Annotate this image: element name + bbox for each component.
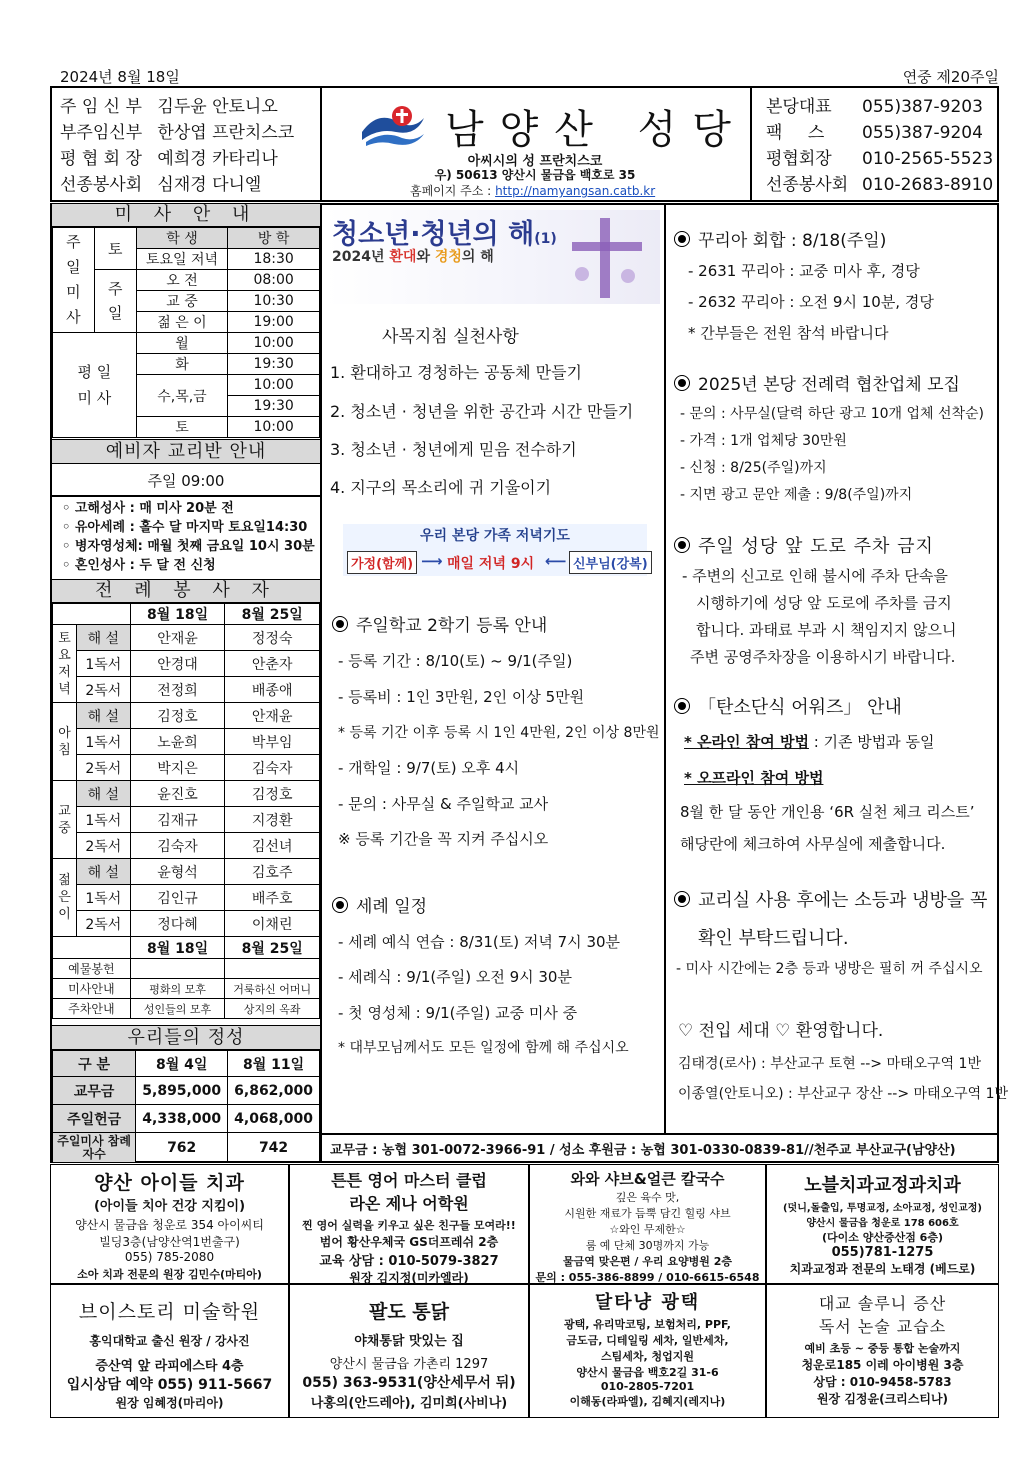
patron-saint: 아씨시의 성 프란치스코 xyxy=(467,154,603,169)
liturgical-week: 연중 제20주일 xyxy=(902,68,999,86)
role-cell: 1독서 xyxy=(76,807,130,833)
offering-value: 4,068,000 xyxy=(228,1105,320,1133)
weekday-mass-label: 평 일 미 사 xyxy=(53,333,137,438)
homepage-row xyxy=(410,182,655,199)
sacrament-list xyxy=(62,499,315,575)
ad-car-polish: 달타냥 광택 광택, 유리막코팅, 보험처리, PPF, 금도금, 디테일링 세차, 일반세차, 스팀세차, 청업지원 양산시 물금읍 백호2길 31-6 010-2805-7201 이해동(라파엘), 김혜지(레지나) xyxy=(529,1284,766,1418)
offering-table xyxy=(52,1050,320,1163)
curia-heading: 꾸리아 회합 : 8/18(주일) xyxy=(674,226,886,251)
sponsor-item: - 신청 : 8/25(주일)까지 xyxy=(680,460,827,476)
prayer-arrow-right: ⟶ xyxy=(421,552,443,570)
parking-line: 합니다. 과태료 부과 시 책임지지 않으니 xyxy=(696,621,957,639)
baptism-item: - 첫 영성체 : 9/1(주일) 교중 미사 중 xyxy=(338,1004,578,1022)
mass-cell: 월 xyxy=(136,333,228,354)
ad-art-academy: 브이스토리 미술학원 홍익대학교 출신 원장 / 강사진 증산역 앞 라피에스타 4층 입시상담 예약 055) 911-5667 원장 임혜정(마리아) xyxy=(50,1284,289,1418)
prayer-left: 가정(함께) xyxy=(347,551,417,574)
bullet-circle-icon xyxy=(674,231,690,247)
mass-cell: 화 xyxy=(136,354,228,375)
server-cell: 김정호 xyxy=(130,703,225,729)
offering-header: 구 분 xyxy=(53,1051,136,1077)
classroom-line: 확인 부탁드립니다. xyxy=(698,928,849,949)
sunday-school-item: - 등록 기간 : 8/10(토) ~ 9/1(주일) xyxy=(338,652,573,670)
role-cell: 1독서 xyxy=(76,729,130,755)
role-cell: 2독서 xyxy=(76,677,130,703)
sacrament-item: ◦ 고해성사 : 매 미사 20분 전 xyxy=(62,501,234,516)
sunday-label: 주 일 xyxy=(94,270,136,333)
sunday-school-heading: 주일학교 2학기 등록 안내 xyxy=(332,611,547,636)
parish-logo xyxy=(358,100,428,148)
role-cell: 해 설 xyxy=(76,859,130,885)
server-cell: 이채린 xyxy=(225,911,320,937)
contact-row: 선종봉사회 010-2683-8910 xyxy=(766,175,994,195)
prayer-title: 우리 본당 가족 저녁기도 xyxy=(420,528,570,544)
mass-cell: 18:30 xyxy=(228,249,320,270)
parish-address: 우) 50613 양산시 물금읍 백호로 35 xyxy=(434,168,636,182)
offering-label: 교무금 xyxy=(53,1077,136,1105)
catechumen-time: 주일 09:00 xyxy=(147,472,225,490)
role-cell: 미사안내 xyxy=(53,979,131,999)
role-cell: 1독서 xyxy=(76,885,130,911)
sponsor-item: - 지면 광고 문안 제출 : 9/8(주일)까지 xyxy=(680,487,913,503)
server-cell: 지경환 xyxy=(225,807,320,833)
role-cell: 2독서 xyxy=(76,755,130,781)
mass-cell: 오 전 xyxy=(136,270,228,291)
contact-row: 평협회장 010-2565-5523 xyxy=(766,149,994,169)
saturday-label: 토 xyxy=(94,228,136,270)
server-cell: 박부임 xyxy=(225,729,320,755)
mass-cell: 10:00 xyxy=(228,417,320,438)
bullet-circle-icon xyxy=(332,897,348,913)
role-cell: 1독서 xyxy=(76,651,130,677)
bullet-circle-icon xyxy=(332,616,348,632)
issue-date: 2024년 8월 18일 xyxy=(60,68,180,86)
prayer-banner xyxy=(343,524,647,576)
mass-cell: 08:00 xyxy=(228,270,320,291)
server-cell: 노윤희 xyxy=(130,729,225,755)
server-cell: 김재규 xyxy=(130,807,225,833)
offering-header: 8월 11일 xyxy=(228,1051,320,1077)
server-cell: 배종애 xyxy=(225,677,320,703)
ad-dental-kids: 양산 아이들 치과 (아이들 치아 건강 지킴이) 양산시 물금읍 청운로 354 아이씨티 빌딩3층(남양산역1번출구) 055) 785-2080 소아 치과 전문의 원장 김민수(마티아) xyxy=(50,1164,289,1284)
sponsor-heading: 2025년 본당 전례력 협찬업체 모집 xyxy=(674,370,960,395)
offering-heading: 우리들의 정성 xyxy=(52,1025,320,1050)
sacrament-item: ◦ 병자영성체: 매월 첫째 금요일 10시 30분 xyxy=(62,539,315,554)
server-cell: 박지은 xyxy=(130,755,225,781)
mass-cell: 교 중 xyxy=(136,291,228,312)
offering-label: 주일헌금 xyxy=(53,1105,136,1133)
group-label: 토 요 저 녁 xyxy=(53,625,77,703)
banner-subtitle: 2024년 환대와 경청의 해 xyxy=(332,249,494,265)
offering-label: 주일미사 참례자수 xyxy=(53,1133,136,1163)
bullet-circle-icon xyxy=(674,698,690,714)
clergy-row: 주 임 신 부 김두윤 안토니오 xyxy=(60,97,278,117)
curia-item: - 2632 꾸리아 : 오전 9시 10분, 경당 xyxy=(688,293,934,311)
offering-value: 762 xyxy=(136,1133,228,1163)
mass-cell: 학 생 xyxy=(136,228,228,249)
baptism-item: - 세례식 : 9/1(주일) 오전 9시 30분 xyxy=(338,968,572,986)
carbon-heading: 「탄소단식 어워즈」 안내 xyxy=(674,693,902,719)
clergy-row: 부주임신부 한상엽 프란치스코 xyxy=(60,123,295,143)
sunday-mass-label: 주 일 미 사 xyxy=(53,228,95,333)
carbon-line: 해당란에 체크하여 사무실에 제출합니다. xyxy=(680,835,946,853)
carbon-offline: * 오프라인 참여 방법 xyxy=(684,769,824,787)
mass-cell: 10:00 xyxy=(228,333,320,354)
mass-cell: 10:30 xyxy=(228,291,320,312)
mass-cell: 토 xyxy=(136,417,228,438)
sacrament-item: ◦ 유아세례 : 홀수 달 마지막 토요일14:30 xyxy=(62,520,308,535)
liturgy-table xyxy=(52,603,320,1019)
server-cell: 윤형석 xyxy=(130,859,225,885)
role-cell: 해 설 xyxy=(76,625,130,651)
server-cell: 김호주 xyxy=(225,859,320,885)
mass-cell: 수,목,금 xyxy=(136,375,228,417)
server-cell: 김숙자 xyxy=(225,755,320,781)
clergy-list xyxy=(60,94,294,198)
ad-english-academy: 튼튼 영어 마스터 클럽 라온 제나 어학원 찐 영어 실력을 키우고 싶은 친구들 모여라!! 범어 황산우체국 GS더프레쉬 2층 교육 상담 : 010-5079-3827 원장 김지정(미카엘라) xyxy=(289,1164,529,1284)
pastoral-item: 2. 청소년 · 청년을 위한 공간과 시간 만들기 xyxy=(330,402,634,421)
server-cell: 거룩하신 어머니 xyxy=(225,979,320,999)
mass-cell: 19:30 xyxy=(228,354,320,375)
parish-name: 남양산 성당 xyxy=(445,107,747,153)
curia-item: * 간부들은 전원 참석 바랍니다 xyxy=(688,324,889,342)
clergy-row: 선종봉사회 심재경 다니엘 xyxy=(60,175,262,195)
banner-title: 청소년·청년의 해(1) xyxy=(332,219,557,250)
mass-cell: 10:00 xyxy=(228,375,320,396)
bullet-circle-icon xyxy=(674,891,690,907)
parking-heading: 주일 성당 앞 도로 주차 금지 xyxy=(674,532,934,558)
offering-value: 5,895,000 xyxy=(136,1077,228,1105)
date-header: 8월 25일 xyxy=(225,604,320,625)
sponsor-item: - 가격 : 1개 업체당 30만원 xyxy=(680,433,847,449)
youth-year-banner xyxy=(326,210,660,304)
sponsor-item: - 문의 : 사무실(달력 하단 광고 10개 업체 선착순) xyxy=(680,406,985,422)
carbon-online: * 온라인 참여 방법 : 기존 방법과 동일 xyxy=(684,733,935,751)
newcomer-item: 이종열(안토니오) : 부산교구 장산 --> 마태오구역 1반 xyxy=(678,1086,1009,1102)
parking-line: - 주변의 신고로 인해 불시에 주차 단속을 xyxy=(682,567,948,585)
server-cell: 윤진호 xyxy=(130,781,225,807)
mass-cell: 19:00 xyxy=(228,312,320,333)
ad-chicken: 팔도 통닭 야채통닭 맛있는 집 양산시 물금읍 가촌리 1297 055) 363-9531(양산세무서 뒤) 나홍의(안드레아), 김미희(사비나) xyxy=(289,1284,529,1418)
date-header: 8월 18일 xyxy=(130,604,225,625)
server-cell: 안춘자 xyxy=(225,651,320,677)
role-cell: 해 설 xyxy=(76,781,130,807)
server-cell: 성인들의 모후 xyxy=(130,999,225,1019)
sunday-school-item: - 개학일 : 9/7(토) 오후 4시 xyxy=(338,759,520,777)
mass-table xyxy=(52,227,320,438)
date-header: 8월 25일 xyxy=(225,937,320,959)
mass-heading: 미 사 안 내 xyxy=(52,203,320,227)
date-header: 8월 18일 xyxy=(130,937,225,959)
liturgy-heading: 전 례 봉 사 자 xyxy=(52,579,320,603)
newcomers-heading: ♡ 전입 세대 ♡ 환영합니다. xyxy=(678,1021,884,1041)
pastoral-item: 3. 청소년 · 청년에게 믿음 전수하기 xyxy=(330,440,577,459)
contact-row: 팩 스 055)387-9204 xyxy=(766,123,983,143)
offering-value: 6,862,000 xyxy=(228,1077,320,1105)
sacrament-item: ◦ 혼인성사 : 두 달 전 신청 xyxy=(62,558,216,573)
bullet-circle-icon xyxy=(674,537,690,553)
carbon-line: 8월 한 달 동안 개인용 ‘6R 실천 체크 리스트’ xyxy=(680,803,975,821)
offering-value: 4,338,000 xyxy=(136,1105,228,1133)
account-info: 교무금 : 농협 301-0072-3966-91 / 성소 후원금 : 농협 301-0330-0839-81//천주교 부산교구(남양산) xyxy=(330,1143,956,1158)
sunday-school-item: - 문의 : 사무실 & 주일학교 교사 xyxy=(338,795,549,813)
group-label: 젊 은 이 xyxy=(53,859,77,937)
parking-line: 주변 공영주차장을 이용하시기 바랍니다. xyxy=(690,648,956,666)
server-cell: 김선녀 xyxy=(225,833,320,859)
pastoral-heading: 사목지침 실천사항 xyxy=(382,327,519,347)
classroom-note: - 미사 시간에는 2층 등과 냉방은 필히 꺼 주십시오 xyxy=(676,961,983,977)
cross-illustration xyxy=(558,214,658,302)
pastoral-item: 1. 환대하고 경청하는 공동체 만들기 xyxy=(330,363,582,382)
ad-orthodontics: 노블치과교정과치과 (덧니,돌출입, 투명교정, 소아교정, 성인교정) 양산시 물금읍 청운로 178 606호 (다이소 양산증산점 6층) 055)781-1275 치과교정과 전문의 노태경 (베드로) xyxy=(766,1164,999,1284)
group-label: 교 중 xyxy=(53,781,77,859)
bullet-circle-icon xyxy=(674,375,690,391)
homepage-link[interactable]: http://namyangsan.catb.kr xyxy=(495,184,656,198)
role-cell: 주차안내 xyxy=(53,999,131,1019)
server-cell: 김인규 xyxy=(130,885,225,911)
server-cell: 김숙자 xyxy=(130,833,225,859)
mass-cell: 방 학 xyxy=(228,228,320,249)
group-label: 아 침 xyxy=(53,703,77,781)
clergy-row: 평 협 회 장 예희경 카타리나 xyxy=(60,149,278,169)
mass-cell: 토요일 저녁 xyxy=(136,249,228,270)
server-cell: 안경대 xyxy=(130,651,225,677)
role-cell: 해 설 xyxy=(76,703,130,729)
server-cell xyxy=(225,959,320,979)
server-cell: 전정희 xyxy=(130,677,225,703)
server-cell: 김정호 xyxy=(225,781,320,807)
mass-cell: 19:30 xyxy=(228,396,320,417)
offering-header: 8월 4일 xyxy=(136,1051,228,1077)
classroom-heading: 교리실 사용 후에는 소등과 냉방을 꼭 xyxy=(674,886,987,912)
ad-essay-tutoring: 대교 솔루니 증산 독서 논술 교습소 예비 초등 ~ 중등 통합 논술까지 청운로185 이레 아이병원 3층 상담 : 010-9458-5783 원장 김정윤(크리스티나) xyxy=(766,1284,999,1418)
prayer-center: 매일 저녁 9시 xyxy=(447,556,535,572)
server-cell: 안재윤 xyxy=(130,625,225,651)
prayer-right: 신부님(강복) xyxy=(569,551,652,574)
prayer-arrow-left: ⟵ xyxy=(545,552,567,570)
baptism-item: * 대부모님께서도 모든 일정에 함께 해 주십시오 xyxy=(338,1040,629,1056)
server-cell: 정다혜 xyxy=(130,911,225,937)
server-cell: 안재윤 xyxy=(225,703,320,729)
server-cell: 상지의 옥좌 xyxy=(225,999,320,1019)
sunday-school-item: * 등록 기간 이후 등록 시 1인 4만원, 2인 이상 8만원 xyxy=(338,725,660,741)
homepage-label: 홈페이지 주소 : xyxy=(410,184,492,198)
pastoral-item: 4. 지구의 목소리에 귀 기울이기 xyxy=(330,478,552,497)
server-cell xyxy=(130,959,225,979)
parking-line: 시행하기에 성당 앞 도로에 주차를 금지 xyxy=(696,594,952,612)
catechumen-heading: 예비자 교리반 안내 xyxy=(52,439,320,464)
baptism-item: - 세례 예식 연습 : 8/31(토) 저녁 7시 30분 xyxy=(338,933,621,951)
contact-list xyxy=(766,94,993,198)
offering-value: 742 xyxy=(228,1133,320,1163)
contact-row: 본당대표 055)387-9203 xyxy=(766,97,983,117)
sunday-school-item: - 등록비 : 1인 3만원, 2인 이상 5만원 xyxy=(338,688,585,706)
ad-shabu-restaurant: 와와 샤브&얼큰 칼국수 깊은 육수 맛, 시원한 재료가 듬뿍 담긴 힐링 샤브 ☆와인 무제한☆ 룸 예 단체 30명까지 가능 물금역 맞은편 / 우리 요양병원 2층 문의 : 055-386-8899 / 010-6615-6548 xyxy=(529,1164,766,1284)
role-cell: 2독서 xyxy=(76,833,130,859)
sunday-school-item: ※ 등록 기간을 꼭 지켜 주십시오 xyxy=(338,830,549,848)
curia-item: - 2631 꾸리아 : 교중 미사 후, 경당 xyxy=(688,262,920,280)
role-cell: 2독서 xyxy=(76,911,130,937)
role-cell: 예물봉헌 xyxy=(53,959,131,979)
newcomer-item: 김태경(로사) : 부산교구 토현 --> 마태오구역 1반 xyxy=(678,1056,981,1072)
server-cell: 배주호 xyxy=(225,885,320,911)
server-cell: 평화의 모후 xyxy=(130,979,225,999)
server-cell: 정정숙 xyxy=(225,625,320,651)
mass-cell: 젊 은 이 xyxy=(136,312,228,333)
baptism-heading: 세례 일정 xyxy=(332,892,427,917)
